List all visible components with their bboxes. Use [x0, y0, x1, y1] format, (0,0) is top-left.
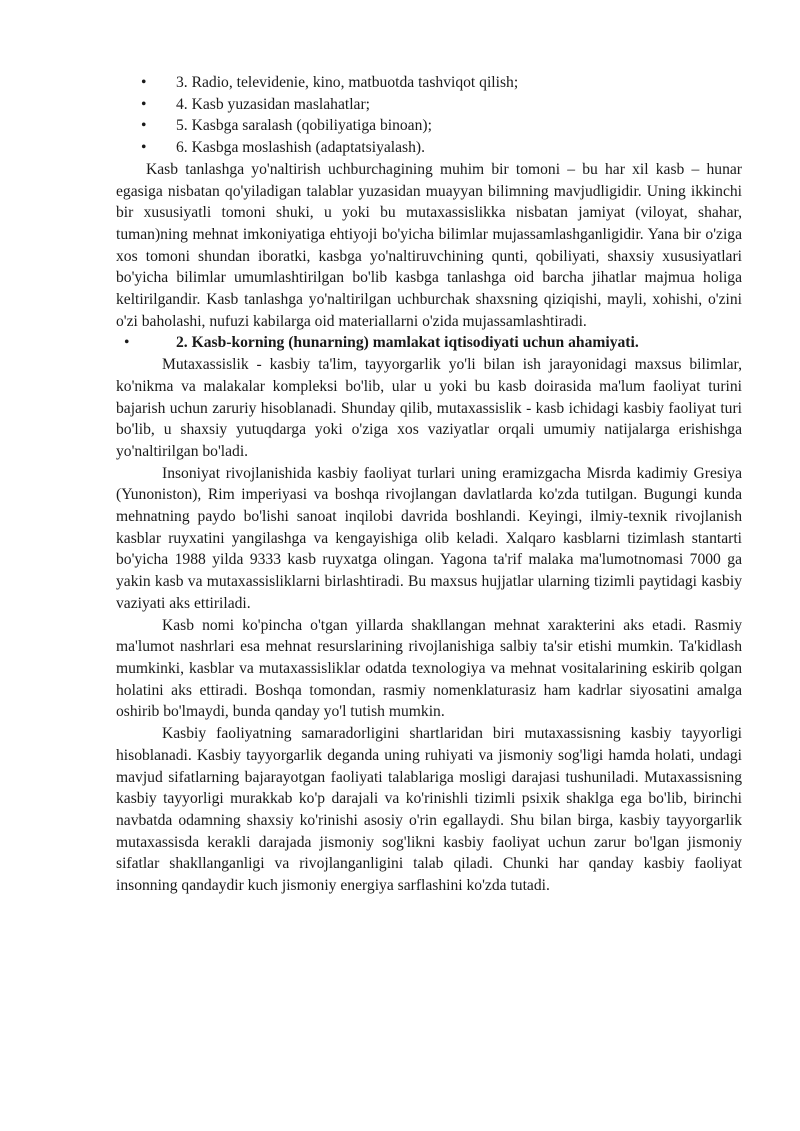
paragraph-triangle: Kasb tanlashga yo'naltirish uchburchagining muhim bir tomoni – bu har xil kasb – hunar egasiga nisbatan qo'yiladigan talablar yuzasidan muayyan bilimning mavjudligidir. Uning ikkinchi bir xususiyatli tomoni shuki, u yoki bu mutaxassislikka nisbatan jamiyat (viloyat, shahar, tuman)ning mehnat imkoniyatiga ehtiyoji bo'yicha bilimlar mujassamlashganligidir. Yana bir o'ziga xos tomoni shundan iboratki, kasbga yo'naltiruvchining qunti, qobiliyati, shaxsiy xususiyatlari bo'yicha bilimlar umumlashtirilgan bo'lib kasbga tanlashga oid barcha jihatlar majmua holiga keltirilgandir. Kasb tanlashga yo'naltirilgan uchburchak shaxsning qiziqishi, mayli, xohishi, o'zini o'zi baholashi, nufuzi kabilarga oid materiallarni o'zida mujassamlashtiradi. [116, 160, 742, 330]
paragraph-specialty: Mutaxassislik - kasbiy ta'lim, tayyorgarlik yo'li bilan ish jarayonidagi maxsus bilimlar, ko'nikma va malakalar kompleksi bo'lib, ular u yoki bu kasb doirasida ma'lum faoliyat turini bajarish uchun zaruriy hisoblanadi. Shunday qilib, mutaxassislik - kasb ichidagi kasbiy faoliyat turi bo'lib, u shaxsiy yutuqdarga yoki o'ziga xos vaziyatlar orqali umumiy natijalarga erishishga yo'naltirilgan bo'ladi. [116, 356, 742, 460]
bullet-icon: • [124, 334, 130, 352]
document-page [116, 72, 742, 897]
list-item-text: 4. Kasb yuzasidan maslahatlar; [176, 95, 370, 113]
paragraph-readiness: Kasbiy faoliyatning samaradorligini shartlaridan biri mutaxassisning kasbiy tayyorligi hisoblanadi. Kasbiy tayyorgarlik deganda uning ruhiyati va jismoniy sog'ligi hamda holati, undagi mavjud sifatlarning bajarayotgan faoliyati talablariga mosligi darajasi tushuniladi. Mutaxassisning kasbiy tayyorligi murakkab ko'p darajali va ko'rinishli tizimli psixik shaklga ega bo'lib, birinchi navbatda odamning shaxsiy ko'rinishi asosiy o'rin egallaydi. Shu bilan birga, kasbiy tayyorgarlik mutaxassisda kerakli darajada jismoniy sog'likni kasbiy faoliyat uchun zarur bo'lgan jismoniy sifatlar shakllanganligi va rivojlanganligini talab qiladi. Chunki har qanday kasbiy faoliyat insonning qandaydir kuch jismoniy energiya sarflashini ko'zda tutadi. [116, 725, 742, 895]
bullet-icon: • [141, 117, 147, 135]
bullet-icon: • [141, 74, 147, 91]
paragraph-history: Insoniyat rivojlanishida kasbiy faoliyat turlari uning eramizgacha Misrda kadimiy Gresiya (Yunoniston), Rim imperiyasi va boshqa rivojlangan davlatlarda ko'zda tutilgan. Bugungi kunda mehnatning paydo bo'lishi sanoat inqilobi davrida boshlandi. Keyingi, ilmiy-texnik rivojlanish kasblar ruyxatini yangilashga va kengayishiga olib keladi. Xalqaro kasblarni tizimlash stantarti bo'yicha 1988 yilda 9333 kasb ruyxatga olingan. Yagona ta'rif malaka ma'lumotnomasi 7000 ga yakin kasb va mutaxassisliklarni birlashtiradi. Bu maxsus hujjatlar ularning tizimli paytidagi kasbiy vaziyati aks ettiriladi. [116, 464, 742, 612]
list-item [116, 94, 742, 116]
bullet-icon: • [141, 139, 147, 157]
list-item [116, 72, 742, 94]
paragraph-profession-name: Kasb nomi ko'pincha o'tgan yillarda shakllangan mehnat xarakterini aks etadi. Rasmiy ma'lumot nashrlari esa mehnat resurslarining rivojlanishiga salbiy ta'sir etishi mumkin. Ta'kidlash mumkinki, kasblar va mutaxassisliklar odatda texnologiya va mehnat vositalarining eskirib qolgan holatini aks ettiradi. Boshqa tomondan, rasmiy nomenklaturasiz ham kadrlar siyosatini amalga oshirib bo'lmaydi, bunda qanday yo'l tutish mumkin. [116, 616, 742, 721]
list-item [116, 137, 742, 159]
bullet-list [116, 72, 742, 159]
bullet-icon: • [141, 95, 147, 113]
list-item-text: 5. Kasbga saralash (qobiliyatiga binoan); [176, 117, 432, 135]
list-item-text: 3. Radio, televidenie, kino, matbuotda tashviqot qilish; [176, 74, 519, 91]
list-item-text: 6. Kasbga moslashish (adaptatsiyalash). [176, 139, 426, 157]
section-heading [116, 332, 742, 354]
list-item [116, 115, 742, 137]
section-heading-text: 2. Kasb-korning (hunarning) mamlakat iqtisodiyati uchun ahamiyati. [176, 334, 639, 352]
